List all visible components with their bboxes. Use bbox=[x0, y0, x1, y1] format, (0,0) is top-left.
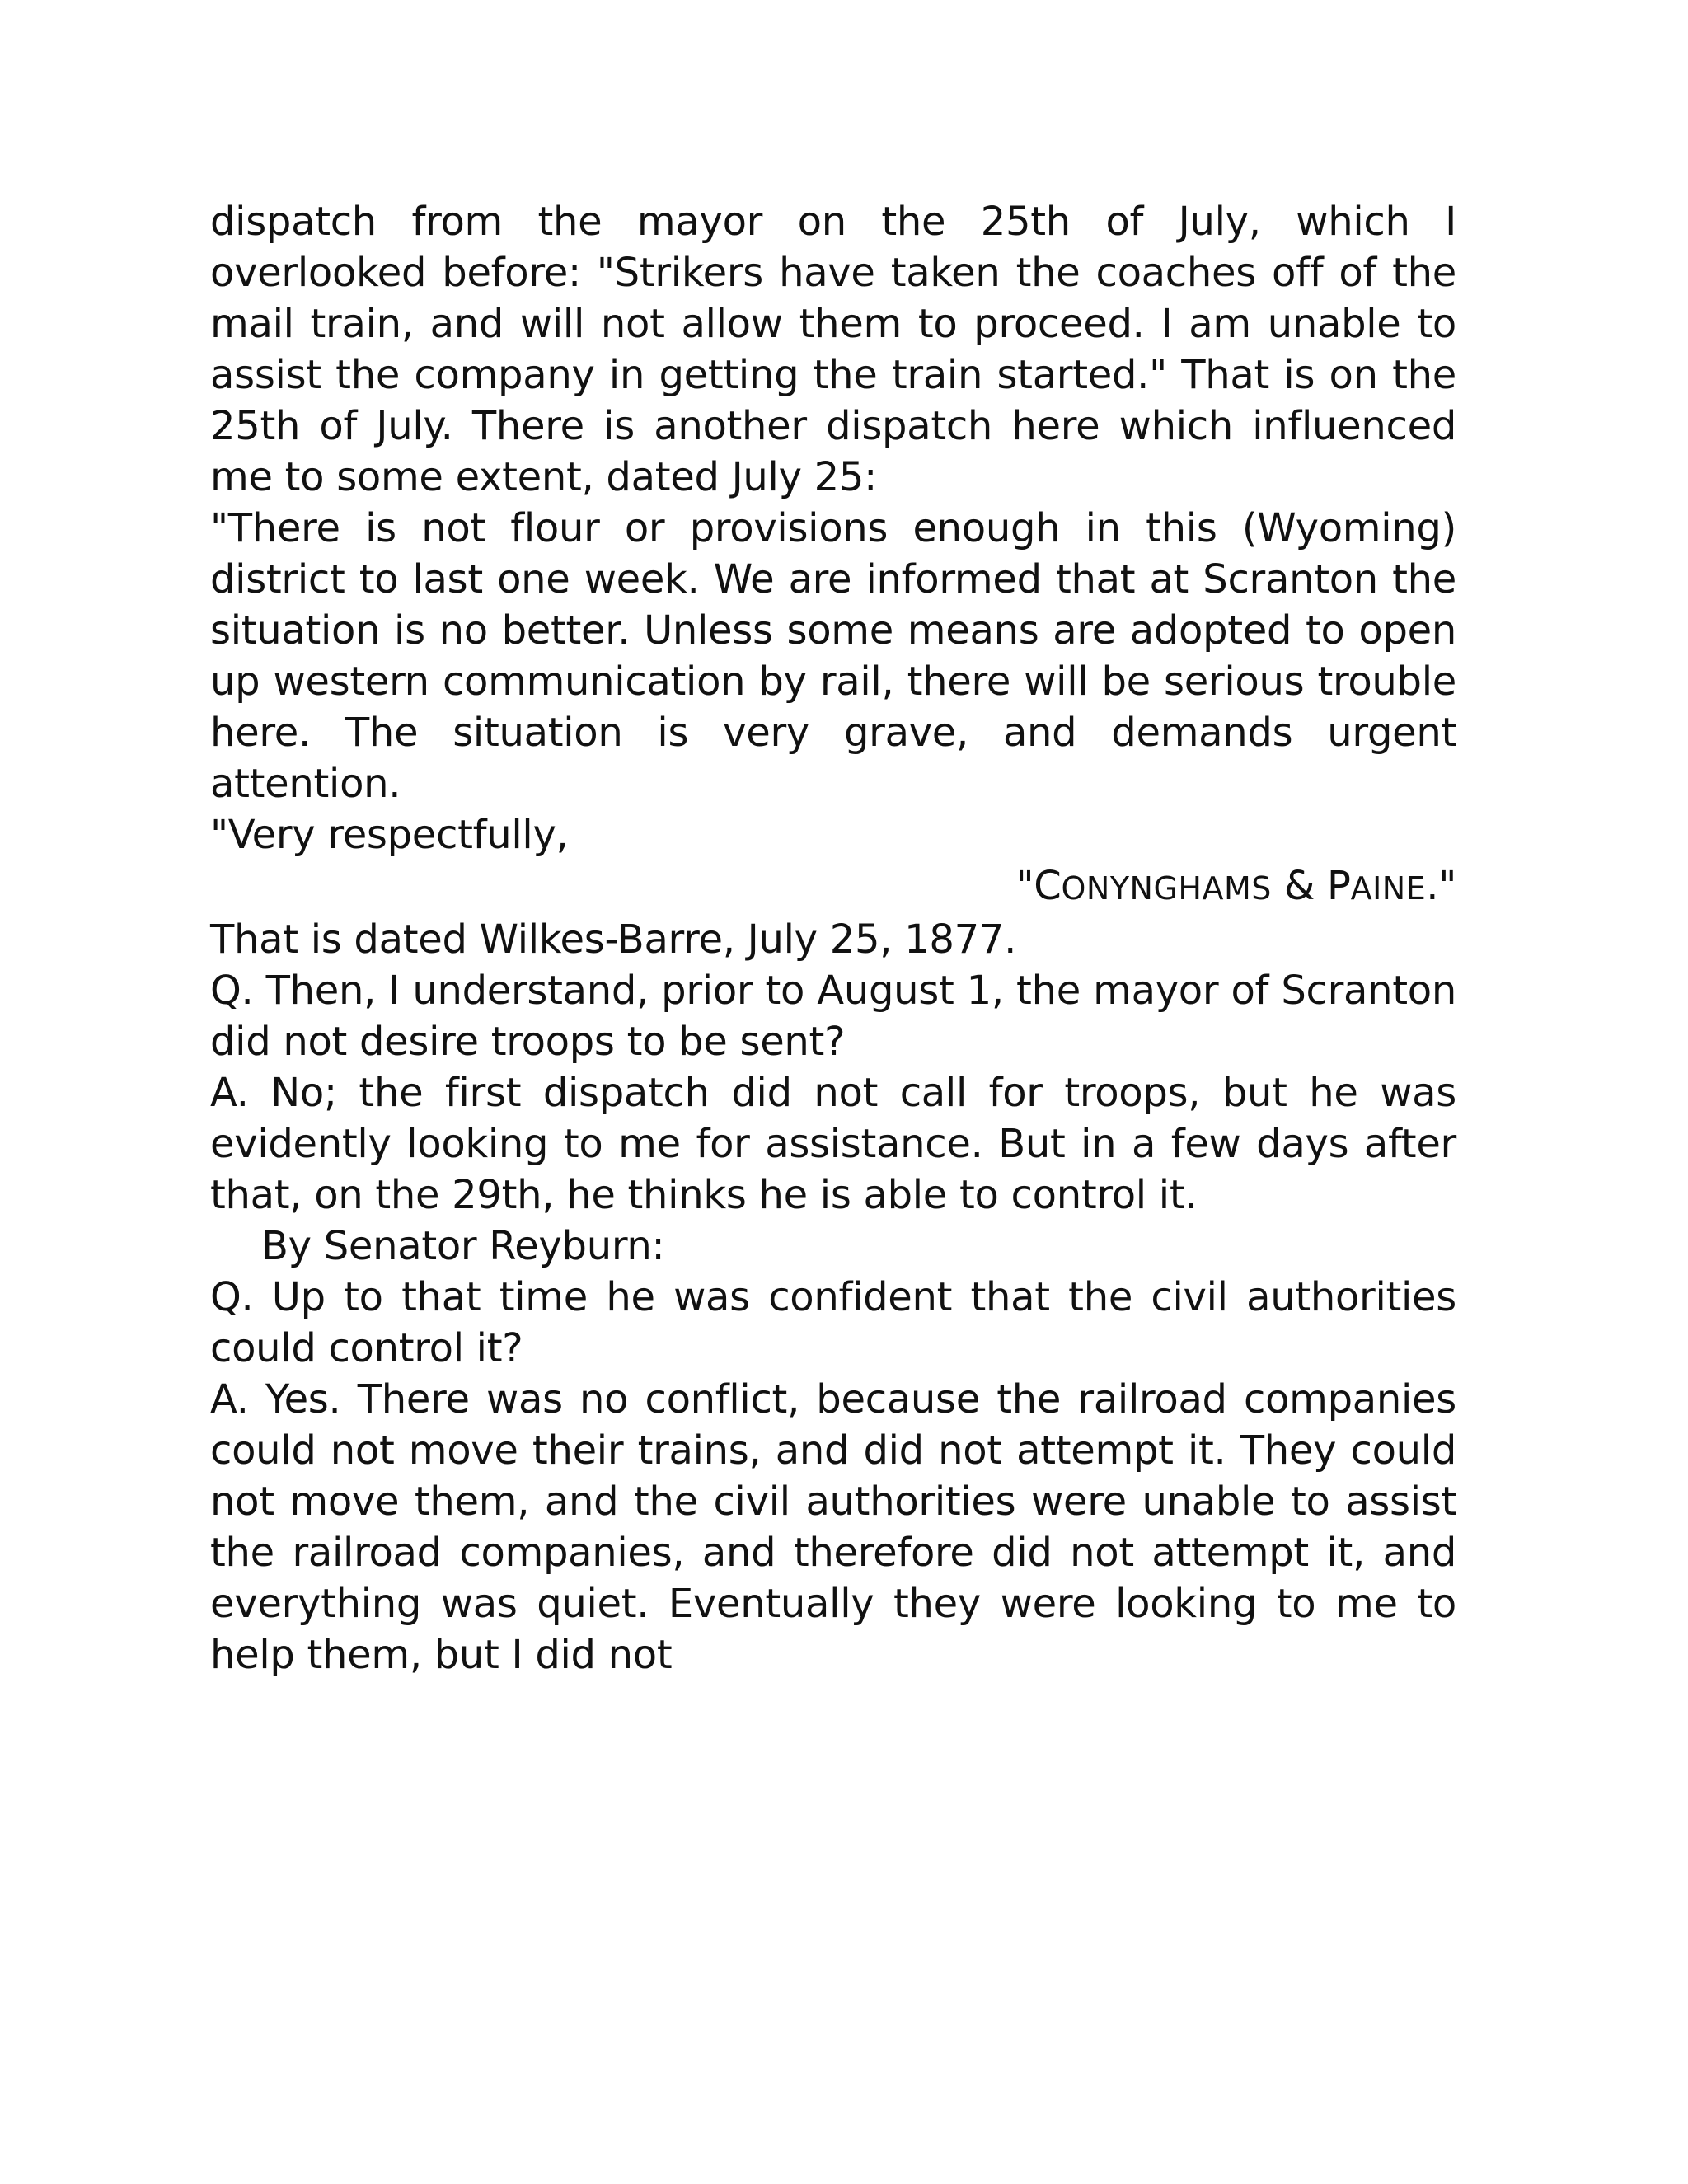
letter-closing: "Very respectfully, bbox=[210, 812, 569, 858]
answer-2: A. Yes. There was no conflict, because the railroad companies could not move their trains, and did not attempt it. They could not move them, and the civil authorities were unable to assist the railroad companies, and therefore did not attempt it, and everything was quiet. Eventually they were looking to me to help them, but I did not bbox=[210, 1376, 1456, 1678]
paragraph-mayor-dispatch: dispatch from the mayor on the 25th of July, which I overlooked before: "Strikers have taken the coaches off of the mail train, and will not allow them to proceed. I am unable to assist the company in getting the train started." That is on the 25th of July. There is another dispatch here which influenced me to some extent, dated July 25: bbox=[210, 199, 1456, 500]
letter-signature bbox=[210, 860, 1456, 914]
signature-open-quote: " bbox=[1015, 863, 1034, 909]
signature-p-initial: P bbox=[1326, 863, 1351, 909]
document-body bbox=[210, 196, 1456, 1680]
signature-p-rest: AINE bbox=[1350, 870, 1427, 907]
question-2: Q. Up to that time he was confident that the civil authorities could control it? bbox=[210, 1274, 1456, 1371]
question-1: Q. Then, I understand, prior to August 1, the mayor of Scranton did not desire troops to be sent? bbox=[210, 968, 1456, 1065]
answer-1: A. No; the first dispatch did not call for troops, but he was evidently looking to me for assistance. But in a few days after that, on the 29th, he thinks he is able to control it. bbox=[210, 1070, 1456, 1218]
speaker-heading: By Senator Reyburn: bbox=[261, 1223, 665, 1269]
signature-ampersand: & bbox=[1271, 863, 1327, 909]
signature-end: ." bbox=[1426, 863, 1456, 909]
paragraph-dated: That is dated Wilkes-Barre, July 25, 1877. bbox=[210, 916, 1017, 963]
paragraph-quoted-dispatch: "There is not flour or provisions enough in this (Wyoming) district to last one week. We are informed that at Scranton the situation is no better. Unless some means are adopted to open up western communication by rail, there will be serious trouble here. The situation is very grave, and demands urgent attention. bbox=[210, 505, 1456, 807]
signature-c-rest: ONYNGHAMS bbox=[1061, 870, 1272, 907]
signature-c-initial: C bbox=[1034, 863, 1062, 909]
